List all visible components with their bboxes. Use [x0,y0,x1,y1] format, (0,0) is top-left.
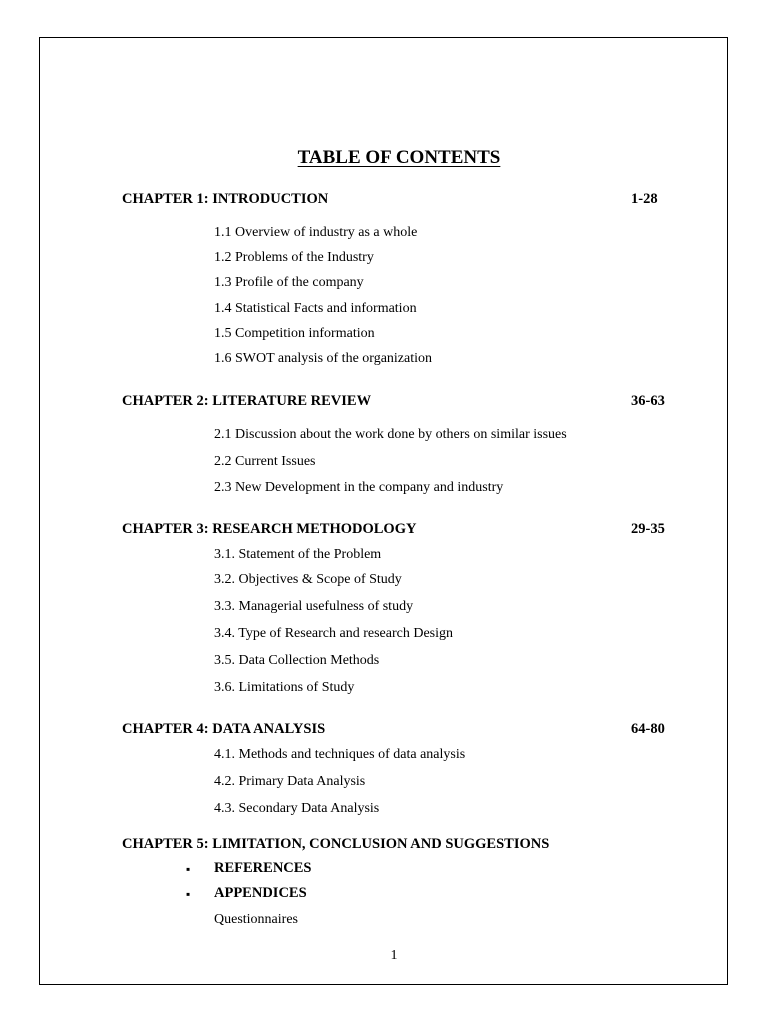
toc-item: 1.2 Problems of the Industry [214,250,374,265]
toc-item: 2.1 Discussion about the work done by others on similar issues [214,427,567,442]
chapter-2-pages: 36-63 [631,393,665,409]
chapter-2-heading: CHAPTER 2: LITERATURE REVIEW [122,393,372,409]
references-label: REFERENCES [214,860,312,876]
chapter-3-heading: CHAPTER 3: RESEARCH METHODOLOGY [122,521,417,537]
toc-item: 4.3. Secondary Data Analysis [214,801,380,816]
toc-item: 2.2 Current Issues [214,454,316,469]
toc-item: 2.3 New Development in the company and industry [214,480,504,495]
chapter-1-pages: 1-28 [631,191,658,207]
appendices-label: APPENDICES [214,885,307,901]
toc-item: 1.1 Overview of industry as a whole [214,225,418,240]
toc-title: TABLE OF CONTENTS [297,147,501,168]
page-number: 1 [390,948,398,963]
toc-item: 1.5 Competition information [214,326,375,341]
toc-item: 4.2. Primary Data Analysis [214,774,366,789]
toc-item: 4.1. Methods and techniques of data analysis [214,747,466,762]
toc-item: 3.2. Objectives & Scope of Study [214,572,402,587]
toc-item: 1.4 Statistical Facts and information [214,301,417,316]
toc-item: 3.5. Data Collection Methods [214,653,380,668]
toc-item: 1.3 Profile of the company [214,275,364,290]
chapter-5-heading: CHAPTER 5: LIMITATION, CONCLUSION AND SUGGESTIONS [122,836,550,852]
bullet-icon: ▪ [186,862,191,876]
toc-item: 3.6. Limitations of Study [214,680,355,695]
chapter-1-heading: CHAPTER 1: INTRODUCTION [122,191,329,207]
toc-item: 3.1. Statement of the Problem [214,547,382,562]
chapter-3-pages: 29-35 [631,521,665,537]
chapter-4-pages: 64-80 [631,721,665,737]
toc-item: 3.3. Managerial usefulness of study [214,599,414,614]
chapter-4-heading: CHAPTER 4: DATA ANALYSIS [122,721,326,737]
toc-item: 3.4. Type of Research and research Design [214,626,454,641]
appendix-item: Questionnaires [214,912,298,927]
bullet-icon: ▪ [186,887,191,901]
toc-item: 1.6 SWOT analysis of the organization [214,351,432,366]
